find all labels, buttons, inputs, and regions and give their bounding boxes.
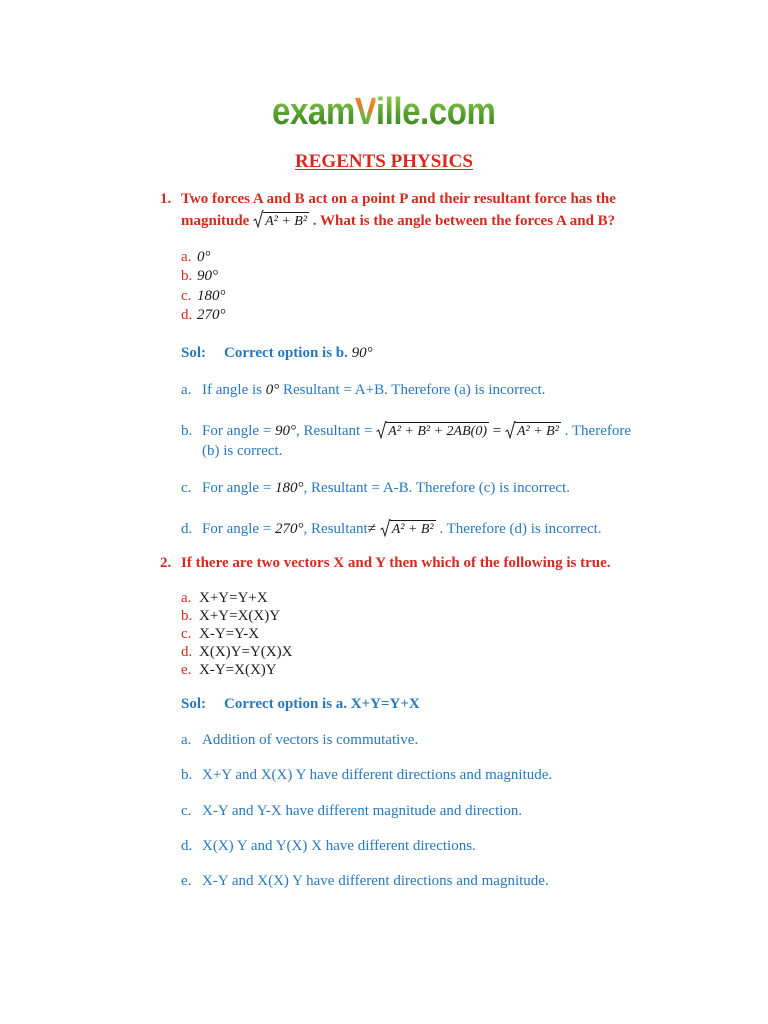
- angle-value: 0°: [265, 382, 280, 398]
- square-root-stroke: [254, 211, 264, 227]
- option-value: X+Y=Y+X: [199, 590, 268, 606]
- option-letter: d.: [181, 644, 193, 660]
- q2-explanation-c: [181, 801, 552, 836]
- explanation-text-part: . Therefore: [564, 423, 632, 439]
- option-e: [181, 661, 292, 679]
- question-2-options: [181, 589, 292, 679]
- explanation-letter: c.: [181, 480, 192, 496]
- angle-value: 270°: [275, 521, 304, 537]
- option-value: X-Y=Y-X: [199, 626, 260, 642]
- solution-answer: Correct option is b.: [224, 345, 348, 361]
- question-1: [160, 188, 651, 232]
- q1-explanation-d: [181, 519, 602, 539]
- option-b: [181, 267, 226, 286]
- logo-text-suffix: ille.com: [375, 91, 496, 133]
- explanation-letter: a.: [181, 382, 192, 398]
- not-equal-sign: ≠: [367, 521, 376, 537]
- question-1-solution: [181, 343, 373, 363]
- explanation-text: X+Y and X(X) Y have different directions and magnitude.: [202, 767, 553, 784]
- square-root-expression: [380, 519, 436, 539]
- option-value: X+Y=X(X)Y: [199, 608, 281, 624]
- q1-explanation-b: [181, 421, 631, 461]
- option-letter: a.: [181, 249, 192, 265]
- logo-check-mark: V: [354, 91, 376, 133]
- explanation-text: X(X) Y and Y(X) X have different directions.: [202, 837, 476, 854]
- q2-explanation-b: [181, 765, 552, 800]
- explanation-letter: a.: [181, 732, 192, 748]
- option-d: [181, 643, 292, 661]
- square-root-expression: [505, 421, 561, 441]
- explanation-text: [202, 380, 545, 400]
- option-value: 180°: [197, 287, 226, 304]
- q1-explanation-c: [181, 478, 570, 498]
- radicand: A² + B² + 2AB(0): [388, 424, 487, 439]
- explanation-text-part: , Resultant =: [296, 423, 373, 439]
- square-root-icon: [253, 210, 263, 228]
- page-title: REGENTS PHYSICS: [295, 151, 473, 172]
- explanation-letter: b.: [181, 767, 193, 784]
- question-2-explanations: [181, 730, 552, 906]
- radicand: A² + B²: [265, 214, 308, 229]
- square-root-icon: [505, 421, 515, 439]
- q2-explanation-e: [181, 871, 552, 906]
- explanation-text-part: , Resultant = A-B. Therefore (c) is incorrect.: [303, 480, 570, 496]
- explanation-text: [202, 478, 570, 498]
- angle-value: 180°: [275, 480, 304, 496]
- option-letter: b.: [181, 608, 193, 624]
- question-number: 2.: [160, 555, 172, 571]
- explanation-text-part: If angle is: [202, 382, 262, 398]
- explanation-text: [202, 421, 631, 461]
- question-text: [181, 188, 651, 232]
- option-letter: a.: [181, 590, 192, 606]
- equals-sign: =: [492, 423, 502, 439]
- explanation-text-part: For angle =: [202, 423, 272, 439]
- option-value: 90°: [197, 268, 218, 285]
- explanation-text-part: For angle =: [202, 480, 272, 496]
- solution-answer: Correct option is a. X+Y=Y+X: [224, 696, 420, 712]
- explanation-text: X-Y and Y-X have different magnitude and direction.: [202, 802, 523, 819]
- square-root-expression: [253, 210, 309, 232]
- option-c: [181, 625, 292, 643]
- option-letter: c.: [181, 287, 192, 304]
- explanation-text-part: . Therefore (d) is incorrect.: [439, 521, 602, 537]
- explanation-letter: e.: [181, 873, 192, 889]
- explanation-text-part: , Resultant: [303, 521, 368, 537]
- question-2: [160, 552, 651, 574]
- option-b: [181, 607, 292, 625]
- radicand: A² + B²: [516, 424, 559, 439]
- square-root-stroke: [380, 520, 390, 536]
- q2-explanation-a: [181, 730, 552, 765]
- q2-explanation-d: [181, 836, 552, 871]
- square-root-icon: [376, 421, 386, 439]
- solution-label: Sol:: [181, 696, 207, 712]
- solution-label: Sol:: [181, 345, 207, 361]
- square-root-stroke: [377, 422, 387, 438]
- option-d: [181, 306, 226, 325]
- explanation-text-part: (b) is correct.: [202, 443, 283, 459]
- square-root-expression: [376, 421, 489, 441]
- radicand: A² + B²: [391, 522, 434, 537]
- option-letter: c.: [181, 626, 192, 642]
- question-2-solution: [181, 694, 420, 714]
- option-letter: d.: [181, 307, 193, 324]
- explanation-letter: d.: [181, 837, 193, 854]
- explanation-text: X-Y and X(X) Y have different directions and magnitude.: [202, 873, 549, 889]
- option-value: 270°: [197, 307, 226, 324]
- q1-explanation-a: [181, 380, 545, 400]
- explanation-text-part: Resultant = A+B. Therefore (a) is incorrect.: [282, 382, 546, 398]
- angle-value: 90°: [275, 423, 297, 439]
- option-a: [181, 589, 292, 607]
- explanation-text-part: For angle =: [202, 521, 272, 537]
- explanation-letter: d.: [181, 521, 193, 537]
- examville-logo: [272, 90, 495, 134]
- option-value: X(X)Y=Y(X)X: [199, 644, 293, 660]
- question-1-options: [181, 248, 226, 326]
- question-number: 1.: [160, 191, 172, 207]
- question-text-end: . What is the angle between the forces A and B?: [312, 213, 616, 229]
- explanation-letter: c.: [181, 802, 192, 819]
- option-letter: b.: [181, 268, 193, 285]
- explanation-text: [202, 519, 602, 539]
- explanation-text: Addition of vectors is commutative.: [202, 732, 419, 748]
- solution-answer-value: 90°: [351, 345, 373, 361]
- option-letter: e.: [181, 662, 192, 678]
- explanation-letter: b.: [181, 423, 193, 439]
- option-value: 0°: [197, 249, 211, 265]
- option-a: [181, 248, 226, 267]
- option-c: [181, 287, 226, 306]
- square-root-icon: [380, 519, 390, 537]
- square-root-stroke: [505, 422, 515, 438]
- question-text-start: Two forces A and B act on a point P and their resultant force has the magnitude: [181, 191, 616, 229]
- logo-text-prefix: exam: [272, 91, 355, 133]
- option-value: X-Y=X(X)Y: [199, 662, 277, 678]
- question-text: If there are two vectors X and Y then which of the following is true.: [181, 555, 611, 571]
